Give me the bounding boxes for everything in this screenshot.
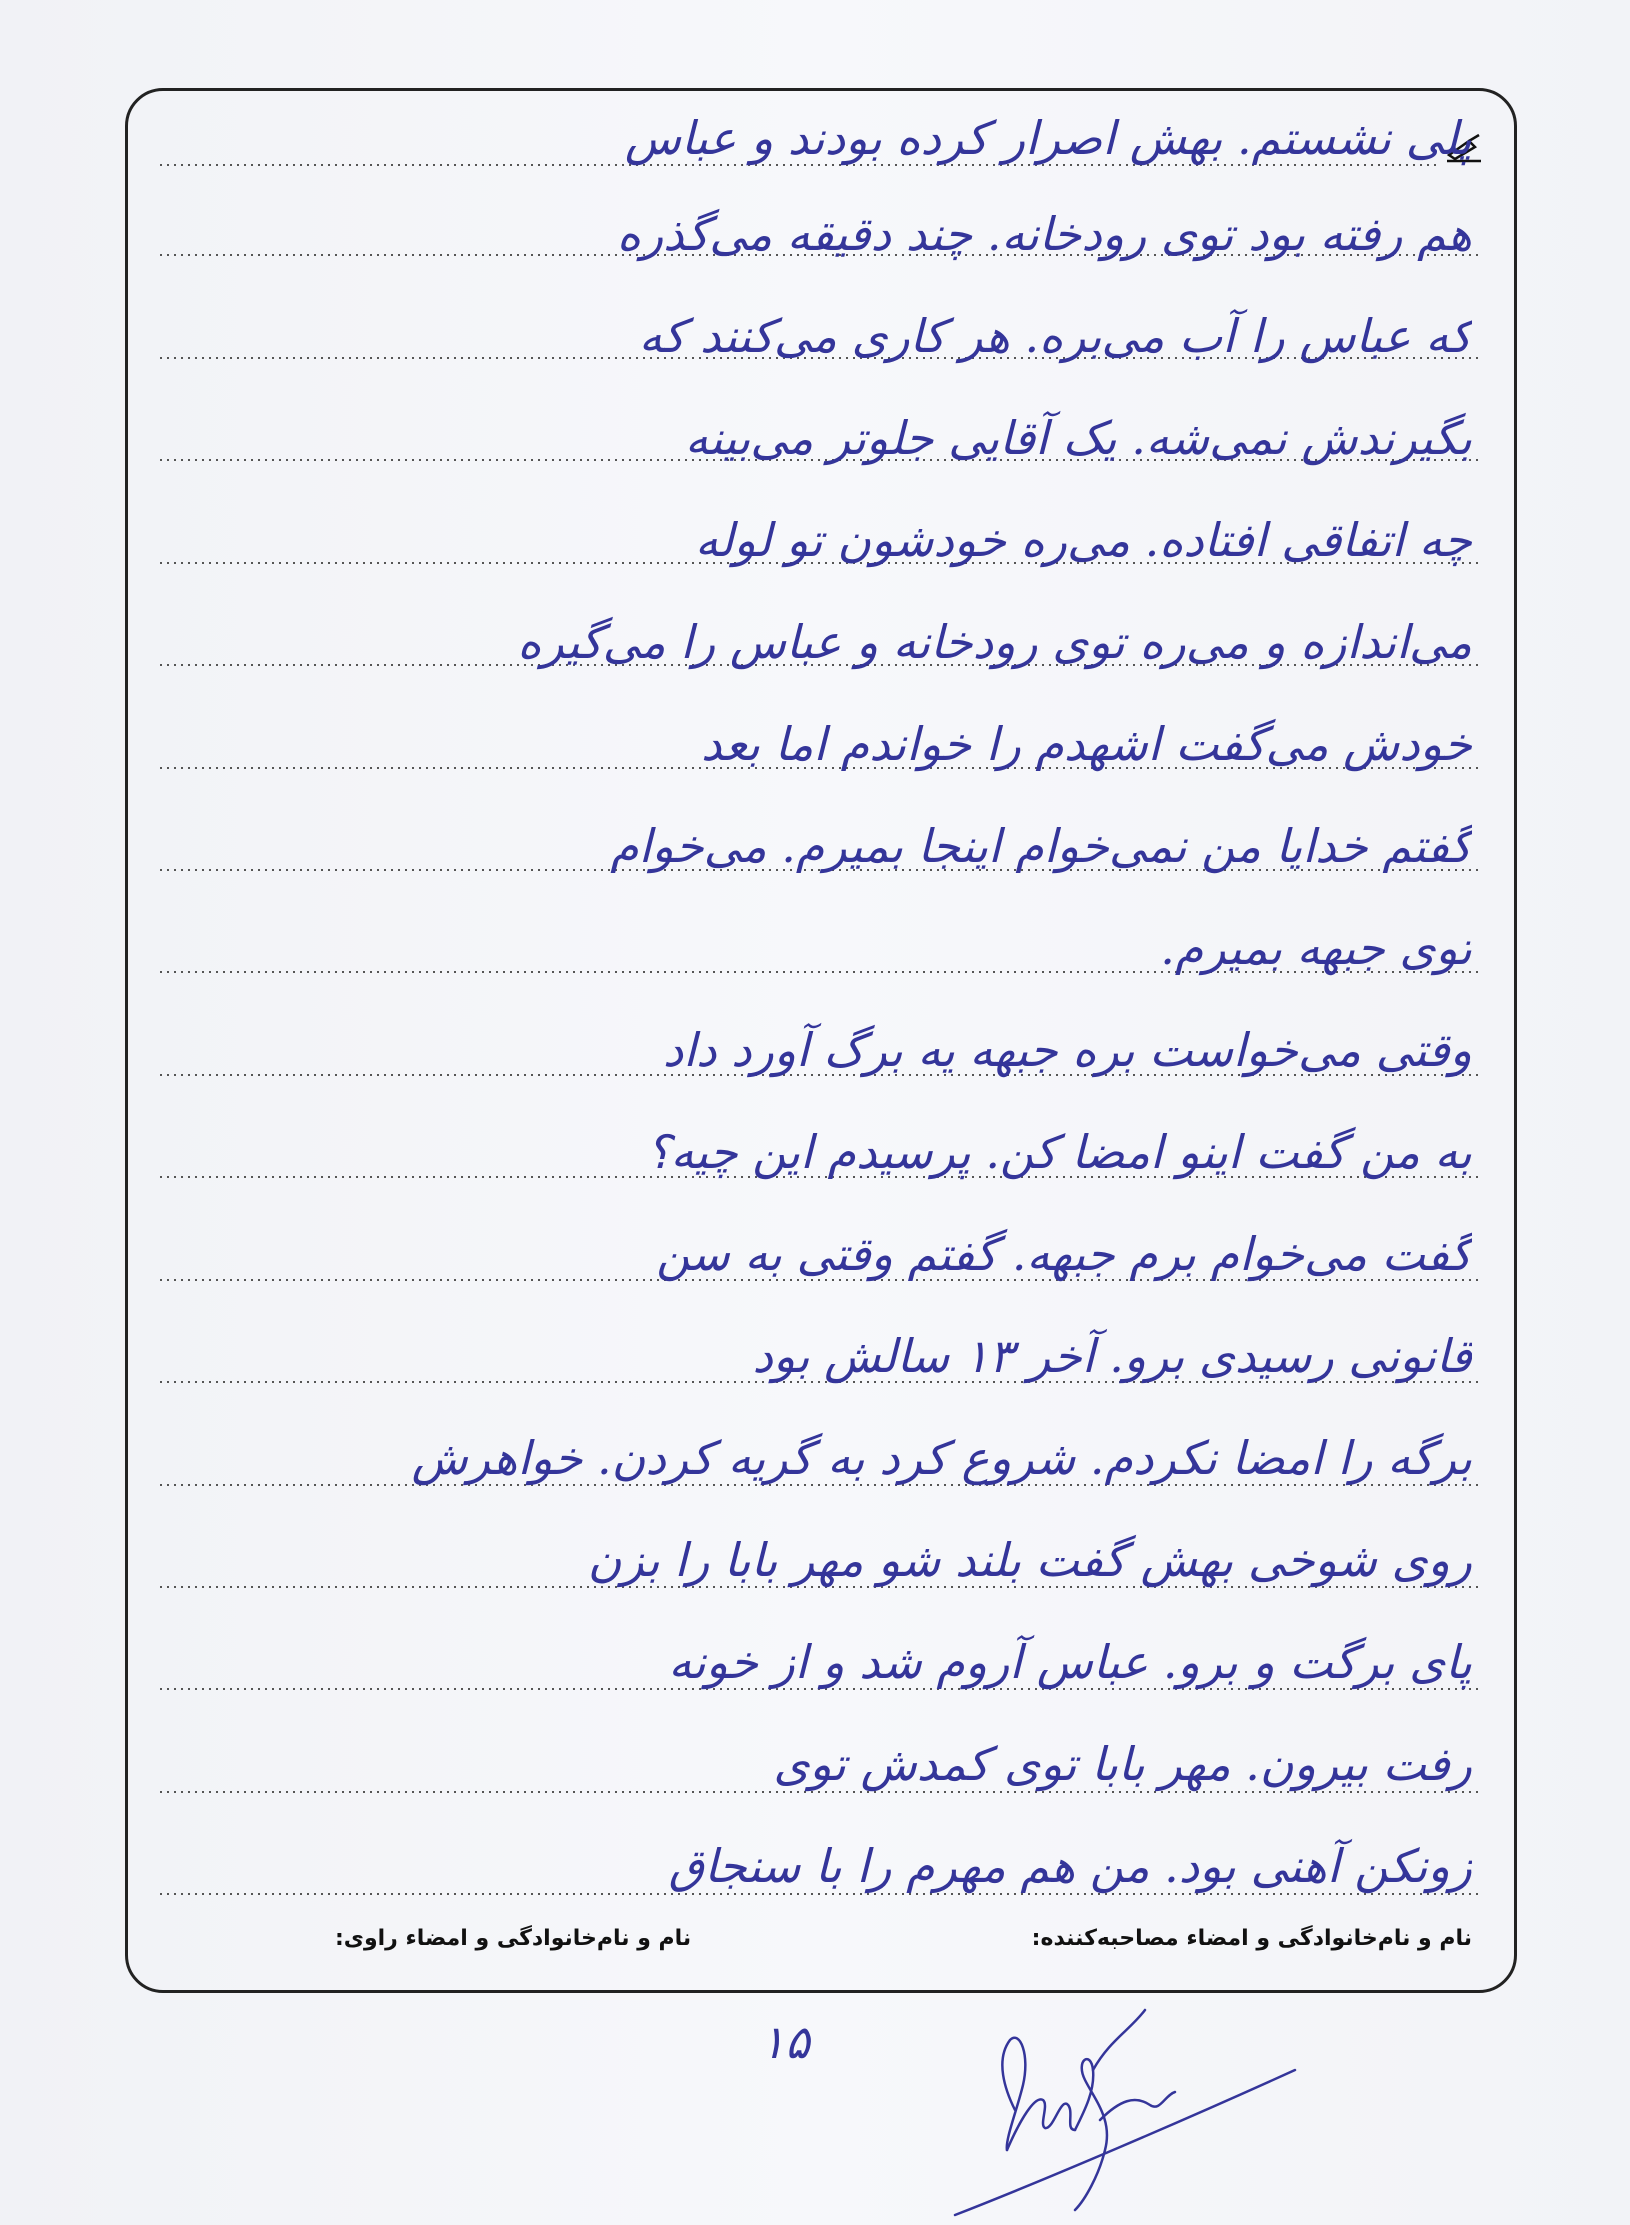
- text-line: خودش می‌گفت اشهدم را خواندم اما بعد: [700, 717, 1472, 771]
- interviewer-signature-label: نام و نام‌خانوادگی و امضاء مصاحبه‌کننده:: [1031, 1926, 1472, 1951]
- text-line: می‌اندازه و می‌ره توی رودخانه و عباس را می‌گیره: [517, 615, 1472, 669]
- text-line: رفت بیرون. مهر بابا توی کمدش توی: [773, 1737, 1472, 1791]
- text-line: هم رفته بود توی رودخانه. چند دقیقه می‌گذره: [616, 207, 1472, 261]
- text-line: زونکن آهنی بود. من هم مهرم را با سنجاق: [668, 1839, 1472, 1893]
- text-line: به من گفت اینو امضا کن. پرسیدم این چیه؟: [646, 1125, 1472, 1179]
- text-line: برگه را امضا نکردم. شروع کرد به گریه کردن. خواهرش: [411, 1431, 1472, 1485]
- text-line: پلی نشستم. بهش اصرار کرده بودند و عباس: [624, 111, 1472, 165]
- text-line: چه اتفاقی افتاده. می‌ره خودشون تو لوله: [695, 513, 1472, 567]
- text-line: روی شوخی بهش گفت بلند شو مهر بابا را بزن: [587, 1533, 1472, 1587]
- text-line: که عباس را آب می‌بره. هر کاری می‌کنند که: [638, 309, 1472, 363]
- text-line: توی جبهه بمیرم.: [1160, 921, 1472, 975]
- text-line: وقتی می‌خواست بره جبهه یه برگ آورد داد: [662, 1023, 1472, 1077]
- text-line: قانونی رسیدی برو. آخر ۱۳ سالش بود: [752, 1329, 1472, 1383]
- text-line: پای برگت و برو. عباس آروم شد و از خونه: [668, 1635, 1472, 1689]
- handwritten-signature: [935, 2000, 1305, 2220]
- text-line: بگیرندش نمی‌شه. یک آقایی جلوتر می‌بینه: [685, 411, 1472, 465]
- page-number: ۱۵: [760, 2015, 810, 2069]
- narrator-signature-label: نام و نام‌خانوادگی و امضاء راوی:: [335, 1926, 692, 1951]
- text-line: گفتم خدایا من نمی‌خوام اینجا بمیرم. می‌خوام: [610, 819, 1472, 873]
- text-line: گفت می‌خوام برم جبهه. گفتم وقتی به سن: [656, 1227, 1472, 1281]
